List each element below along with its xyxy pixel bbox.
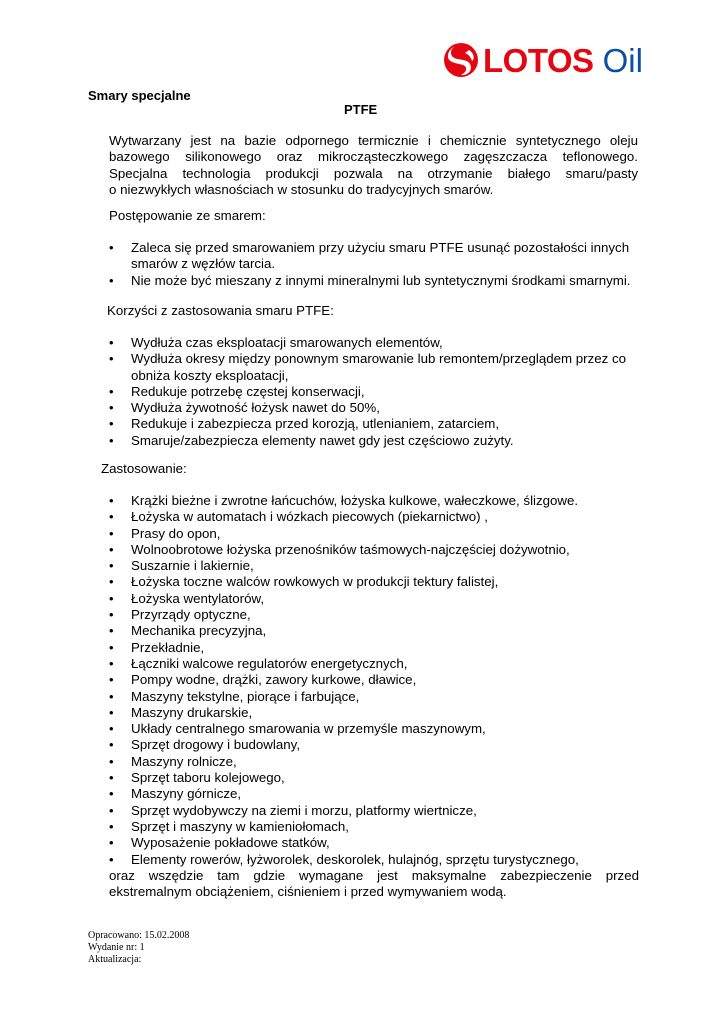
list-item: • Układy centralnego smarowania w przemyśle maszynowym,: [109, 721, 639, 737]
list-item: • Maszyny rolnicze,: [109, 754, 639, 770]
footer-update: Aktualizacja:: [88, 954, 142, 965]
list-item: • Redukuje potrzebę częstej konserwacji,: [109, 384, 639, 400]
handling-list: [109, 240, 639, 289]
list-item: • Łożyska toczne walców rowkowych w produkcji tektury falistej,: [109, 574, 639, 590]
intro-line: o niezwykłych własnościach w stosunku do tradycyjnych smarów.: [109, 181, 494, 197]
intro-line: Specjalna technologia produkcji pozwala na otrzymanie białego smaru/pasty: [109, 165, 638, 181]
logo-brand-suffix: Oil: [602, 41, 643, 79]
list-item: • Maszyny drukarskie,: [109, 705, 639, 721]
footer-prepared-date: Opracowano: 15.02.2008: [88, 930, 190, 941]
intro-paragraph: [109, 133, 638, 198]
list-item: • Wydłuża okresy między ponownym smarowanie lub remontem/przeglądem przez co obniża koszty eksploatacji,: [109, 351, 639, 384]
list-item: • Sprzęt i maszyny w kamieniołomach,: [109, 819, 639, 835]
closing-line: ekstremalnym obciążeniem, ciśnieniem i przed wymywaniem wodą.: [109, 884, 507, 900]
list-item: • Zaleca się przed smarowaniem przy użyciu smaru PTFE usunąć pozostałości innych smarów z węzłów tarcia.: [109, 240, 639, 273]
closing-paragraph: [109, 868, 639, 901]
list-item: • Prasy do opon,: [109, 526, 639, 542]
logo-brand-name: LOTOS: [483, 41, 594, 79]
applications-list: [109, 493, 639, 868]
list-item: • Redukuje i zabezpiecza przed korozją, utlenianiem, zatarciem,: [109, 416, 639, 432]
list-item: • Maszyny górnicze,: [109, 786, 639, 802]
intro-line: bazowego silikonowego oraz mikrocząsteczkowego zagęszczacza teflonowego.: [109, 149, 638, 165]
list-item: • Łożyska w automatach i wózkach piecowych (piekarnictwo) ,: [109, 509, 639, 525]
list-item: • Przekładnie,: [109, 640, 639, 656]
list-item: • Łączniki walcowe regulatorów energetycznych,: [109, 656, 639, 672]
list-item: • Maszyny tekstylne, piorące i farbujące,: [109, 689, 639, 705]
list-item: • Mechanika precyzyjna,: [109, 623, 639, 639]
handling-label: Postępowanie ze smarem:: [109, 208, 266, 223]
list-item: • Smaruje/zabezpiecza elementy nawet gdy jest częściowo zużyty.: [109, 433, 639, 449]
list-item: • Wolnoobrotowe łożyska przenośników taśmowych-najczęściej dożywotnio,: [109, 542, 639, 558]
list-item: • Suszarnie i lakiernie,: [109, 558, 639, 574]
benefits-label: Korzyści z zastosowania smaru PTFE:: [107, 303, 334, 318]
footer-edition: Wydanie nr: 1: [88, 942, 145, 953]
intro-line: Wytwarzany jest na bazie odpornego termicznie i chemicznie syntetycznego oleju: [109, 133, 638, 148]
list-item: • Sprzęt wydobywczy na ziemi i morzu, platformy wiertnicze,: [109, 803, 639, 819]
section-heading: Smary specjalne: [88, 88, 191, 103]
list-item: • Krążki bieżne i zwrotne łańcuchów, łożyska kulkowe, wałeczkowe, ślizgowe.: [109, 493, 639, 509]
closing-line: oraz wszędzie tam gdzie wymagane jest maksymalne zabezpieczenie przed: [109, 868, 639, 883]
list-item: • Wydłuża żywotność łożysk nawet do 50%,: [109, 400, 639, 416]
document-footer: [88, 930, 189, 966]
list-item: • Łożyska wentylatorów,: [109, 591, 639, 607]
list-item: • Przyrządy optyczne,: [109, 607, 639, 623]
product-title: PTFE: [344, 102, 378, 117]
list-item: • Elementy rowerów, łyżworolek, deskorolek, hulajnóg, sprzętu turystycznego,: [109, 852, 639, 868]
benefits-list: [109, 335, 639, 449]
lotos-emblem-icon: [443, 41, 479, 79]
lotos-oil-logo: [443, 40, 643, 80]
list-item: • Sprzęt taboru kolejowego,: [109, 770, 639, 786]
list-item: • Nie może być mieszany z innymi mineralnymi lub syntetycznymi środkami smarnymi.: [109, 273, 639, 289]
list-item: • Wydłuża czas eksploatacji smarowanych elementów,: [109, 335, 639, 351]
applications-label: Zastosowanie:: [101, 461, 187, 476]
list-item: • Wyposażenie pokładowe statków,: [109, 835, 639, 851]
list-item: • Sprzęt drogowy i budowlany,: [109, 737, 639, 753]
list-item: • Pompy wodne, drążki, zawory kurkowe, dławice,: [109, 672, 639, 688]
